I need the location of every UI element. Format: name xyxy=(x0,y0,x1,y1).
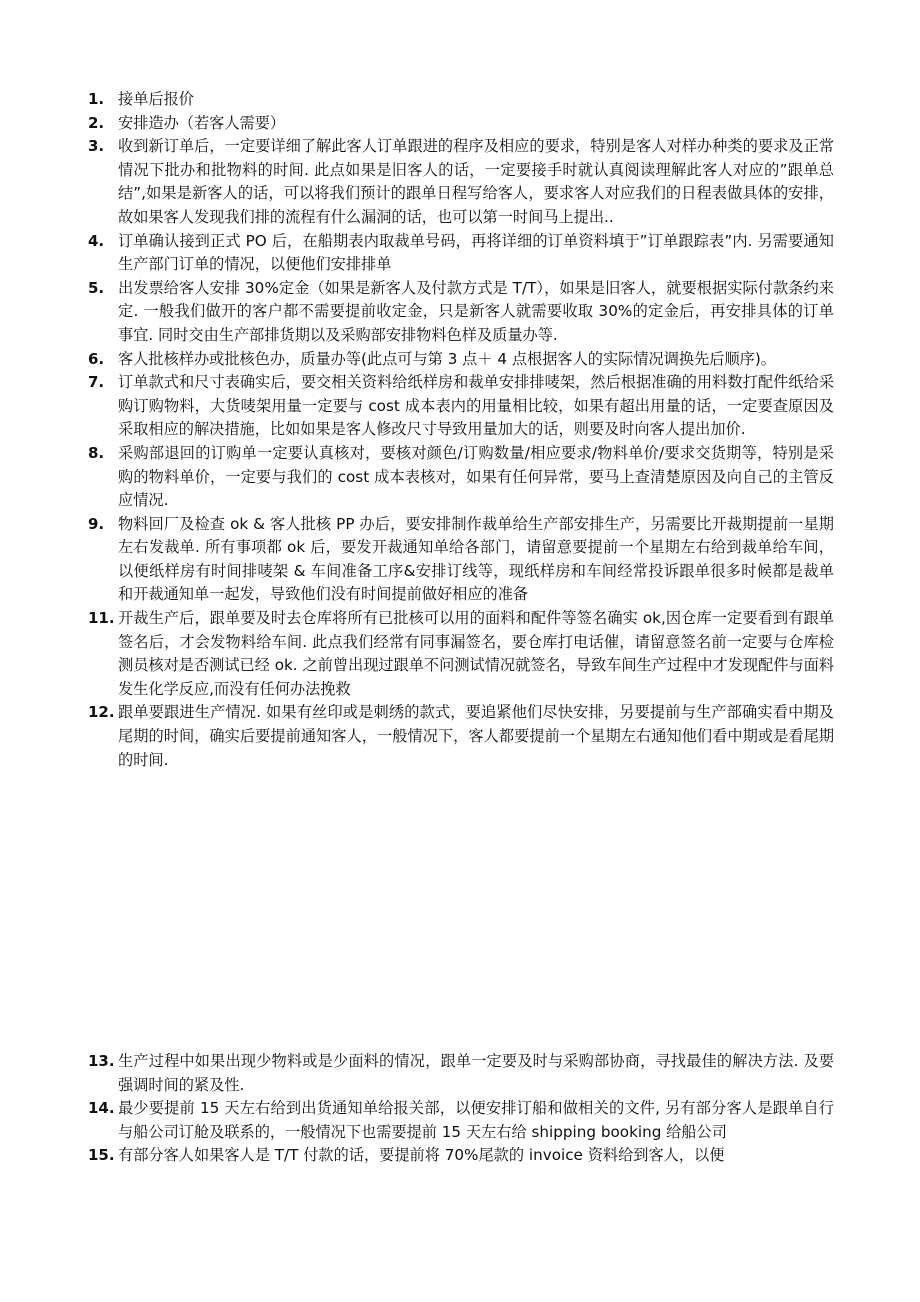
item-text: 出发票给客人安排 30%定金（如果是新客人及付款方式是 T/T），如果是旧客人，就要根据实际付款条约来定. 一般我们做开的客户都不需要提前收定金，只是新客人就需要收取 30%的定金后，再安排具体的订单事宜. 同时交由生产部排货期以及采购部安排物料色样及质量办等. xyxy=(118,278,834,344)
list-item xyxy=(88,1050,834,1097)
item-text: 物料回厂及检查 ok & 客人批核 PP 办后，要安排制作裁单给生产部安排生产，另需要比开裁期提前一星期左右发裁单. 所有事项都 ok 后，要发开裁通知单给各部门，请留意要提前一个星期左右给到裁单给车间，以便纸样房有时间排唛架 & 车间准备工序&安排订线等，现纸样房和车间经常投诉跟单很多时候都是裁单和开裁通知单一起发，导致他们没有时间提前做好相应的准备 xyxy=(118,514,834,604)
item-number: 8. xyxy=(88,443,105,462)
item-number: 6. xyxy=(88,349,105,368)
numbered-list-part2 xyxy=(88,1050,834,1168)
item-number: 3. xyxy=(88,137,105,156)
list-item xyxy=(88,135,834,229)
item-text: 最少要提前 15 天左右给到出货通知单给报关部，以便安排订船和做相关的文件, 另有部分客人是跟单自行与船公司订舱及联系的，一般情况下也需要提前 15 天左右给 shipping booking 给船公司 xyxy=(118,1099,834,1141)
item-text: 收到新订单后，一定要详细了解此客人订单跟进的程序及相应的要求，特别是客人对样办种类的要求及正常情况下批办和批物料的时间. 此点如果是旧客人的话，一定要接手时就认真阅读理解此客人对应的”跟单总结”,如果是新客人的话，可以将我们预计的跟单日程写给客人，要求客人对应我们的日程表做具体的安排，故如果客人发现我们排的流程有什么漏洞的话，也可以第一时间马上提出.. xyxy=(118,137,834,226)
list-item xyxy=(88,348,834,372)
item-number: 1. xyxy=(88,90,105,108)
list-item xyxy=(88,1144,834,1168)
item-text: 接单后报价 xyxy=(118,90,194,108)
item-number: 14. xyxy=(88,1099,115,1118)
item-text: 生产过程中如果出现少物料或是少面料的情况，跟单一定要及时与采购部协商，寻找最佳的解决方法. 及要强调时间的紧及性. xyxy=(118,1052,834,1094)
item-text: 订单确认接到正式 PO 后，在船期表内取裁单号码，再将详细的订单资料填于”订单跟踪表”内. 另需要通知生产部门订单的情况，以便他们安排排单 xyxy=(118,231,834,274)
item-number: 13. xyxy=(88,1052,115,1070)
list-item xyxy=(88,513,834,607)
item-text: 跟单要跟进生产情况. 如果有丝印或是刺绣的款式，要追紧他们尽快安排，另要提前与生产部确实看中期及尾期的时间，确实后要提前通知客人，一般情况下，客人都要提前一个星期左右通知他们看中期或是看尾期的时间. xyxy=(118,703,834,769)
item-number: 12. xyxy=(88,703,115,722)
list-item xyxy=(88,230,834,277)
list-item xyxy=(88,1097,834,1144)
item-text: 开裁生产后，跟单要及时去仓库将所有已批核可以用的面料和配件等签名确实 ok,因仓库一定要看到有跟单签名后，才会发物料给车间. 此点我们经常有同事漏签名，要仓库打电话催，请留意签名前一定要与仓库检测员核对是否测试已经 ok. 之前曾出现过跟单不问测试情况就签名，导致车间生产过程中才发现配件与面料发生化学反应,而没有任何办法挽救 xyxy=(118,609,835,698)
list-item xyxy=(88,607,834,701)
list-item xyxy=(88,277,834,348)
item-text: 客人批核样办或批核色办，质量办等(此点可与第 3 点＋ 4 点根据客人的实际情况调换先后顺序)。 xyxy=(118,349,776,368)
item-number: 5. xyxy=(88,278,105,297)
item-text: 订单款式和尺寸表确实后，要交相关资料给纸样房和裁单安排排唛架，然后根据准确的用料数打配件纸给采购订购物料，大货唛架用量一定要与 cost 成本表内的用量相比较，如果有超出用量的话，一定要查原因及采取相应的解决措施，比如如果是客人修改尺寸导致用量加大的话，则要及时向客人提出加价. xyxy=(118,373,834,439)
item-number: 9. xyxy=(88,514,105,533)
item-number: 2. xyxy=(88,113,105,132)
item-number: 15. xyxy=(88,1146,115,1165)
item-text: 采购部退回的订购单一定要认真核对，要核对颜色/订购数量/相应要求/物料单价/要求交货期等，特别是采购的物料单价，一定要与我们的 cost 成本表核对，如果有任何异常，要马上查清楚原因及向自己的主管反应情况. xyxy=(118,443,834,510)
list-item xyxy=(88,112,834,136)
item-text: 安排造办（若客人需要） xyxy=(118,113,286,132)
item-number: 11. xyxy=(88,609,115,628)
list-item xyxy=(88,442,834,513)
list-item xyxy=(88,371,834,442)
item-text: 有部分客人如果客人是 T/T 付款的话，要提前将 70%尾款的 invoice 资料给到客人，以便 xyxy=(118,1146,725,1165)
numbered-list-part1 xyxy=(88,88,834,772)
item-number: 7. xyxy=(88,373,105,392)
item-number: 4. xyxy=(88,231,105,250)
list-item xyxy=(88,88,834,112)
list-item xyxy=(88,701,834,772)
